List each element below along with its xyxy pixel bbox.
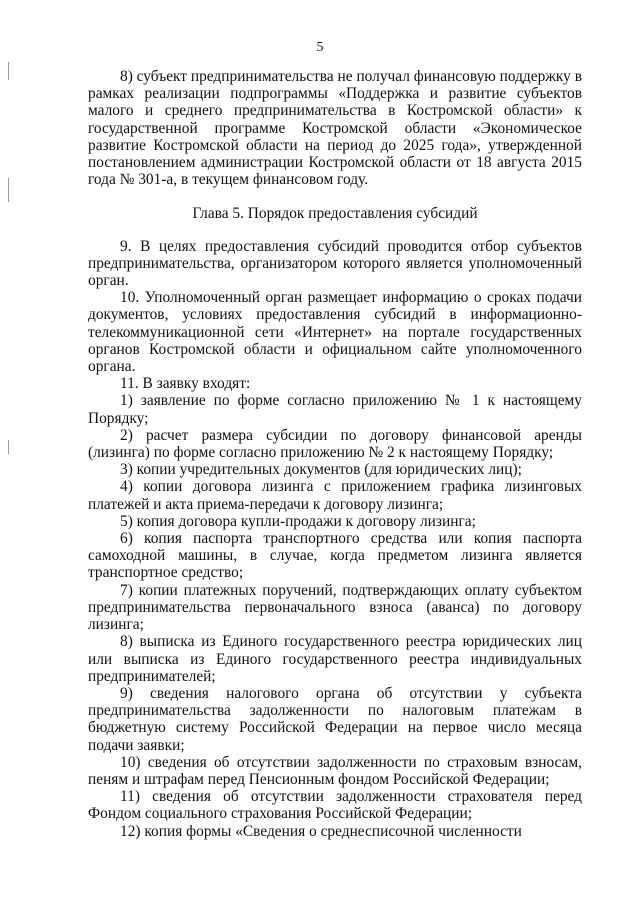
chapter-heading: Глава 5. Порядок предоставления субсидий [192,205,478,223]
document-body [88,68,582,840]
list-item-3: 3) копии учредительных документов (для юридических лиц); [120,461,522,479]
list-item-4: 4) копии договора лизинга с приложением графика лизинговых платежей и акта приема-передачи к договору лизинга; [88,478,582,513]
list-item-11: 11) сведения об отсутствии задолженности страхователя перед Фондом социального страхования Российской Федерации; [88,788,582,823]
paragraph-9: 9. В целях предоставления субсидий проводится отбор субъектов предпринимательства, организатором которого является уполномоченный орган. [88,237,582,290]
scan-artifact-mark [8,440,9,454]
paragraph-11: 11. В заявку входят: [120,375,251,393]
list-item-12: 12) копия формы «Сведения о среднесписочной численности [120,822,522,840]
scan-artifact-mark [8,178,9,202]
scan-artifact-mark [8,62,9,80]
page-number: 5 [316,40,324,55]
list-item-7: 7) копии платежных поручений, подтверждающих оплату субъектом предпринимательства первоначального взноса (аванса) по договору лизинга; [88,581,582,634]
list-item-9: 9) сведения налогового органа об отсутствии у субъекта предпринимательства задолженности по налоговым платежам в бюджетную систему Российской Федерации на первое число месяца подачи заявки; [88,684,582,754]
list-item-2: 2) расчет размера субсидии по договору финансовой аренды (лизинга) по форме согласно приложению № 2 к настоящему Порядку; [88,426,582,462]
list-item-1: 1) заявление по форме согласно приложению № 1 к настоящему Порядку; [88,392,582,427]
list-item-8: 8) выписка из Единого государственного реестра юридических лиц или выписка из Единого государственного реестра индивидуальных предпринимателей; [88,633,582,685]
paragraph-10: 10. Уполномоченный орган размещает информацию о сроках подачи документов, условиях предоставления субсидий в информационно-телекоммуникационной сети «Интернет» на портале государственных органов Костромской области и официальном сайте уполномоченного органа. [88,289,582,376]
list-item-5: 5) копия договора купли-продажи к договору лизинга; [120,512,476,530]
list-item-6: 6) копия паспорта транспортного средства или копия паспорта самоходной машины, в случае, когда предметом лизинга является транспортное средство; [88,530,582,582]
paragraph-item-8: 8) субъект предпринимательства не получал финансовую поддержку в рамках реализации подпрограммы «Поддержка и развитие субъектов малого и среднего предпринимательства в Костромской области» к государственной программе Костромской области «Экономическое развитие Костромской области на период до 2025 года», утвержденной постановлением администрации Костромской области от 18 августа 2015 года № 301-а, в текущем финансовом году. [88,68,582,189]
list-item-10: 10) сведения об отсутствии задолженности по страховым взносам, пеням и штрафам перед Пенсионным фондом Российской Федерации; [88,753,582,788]
